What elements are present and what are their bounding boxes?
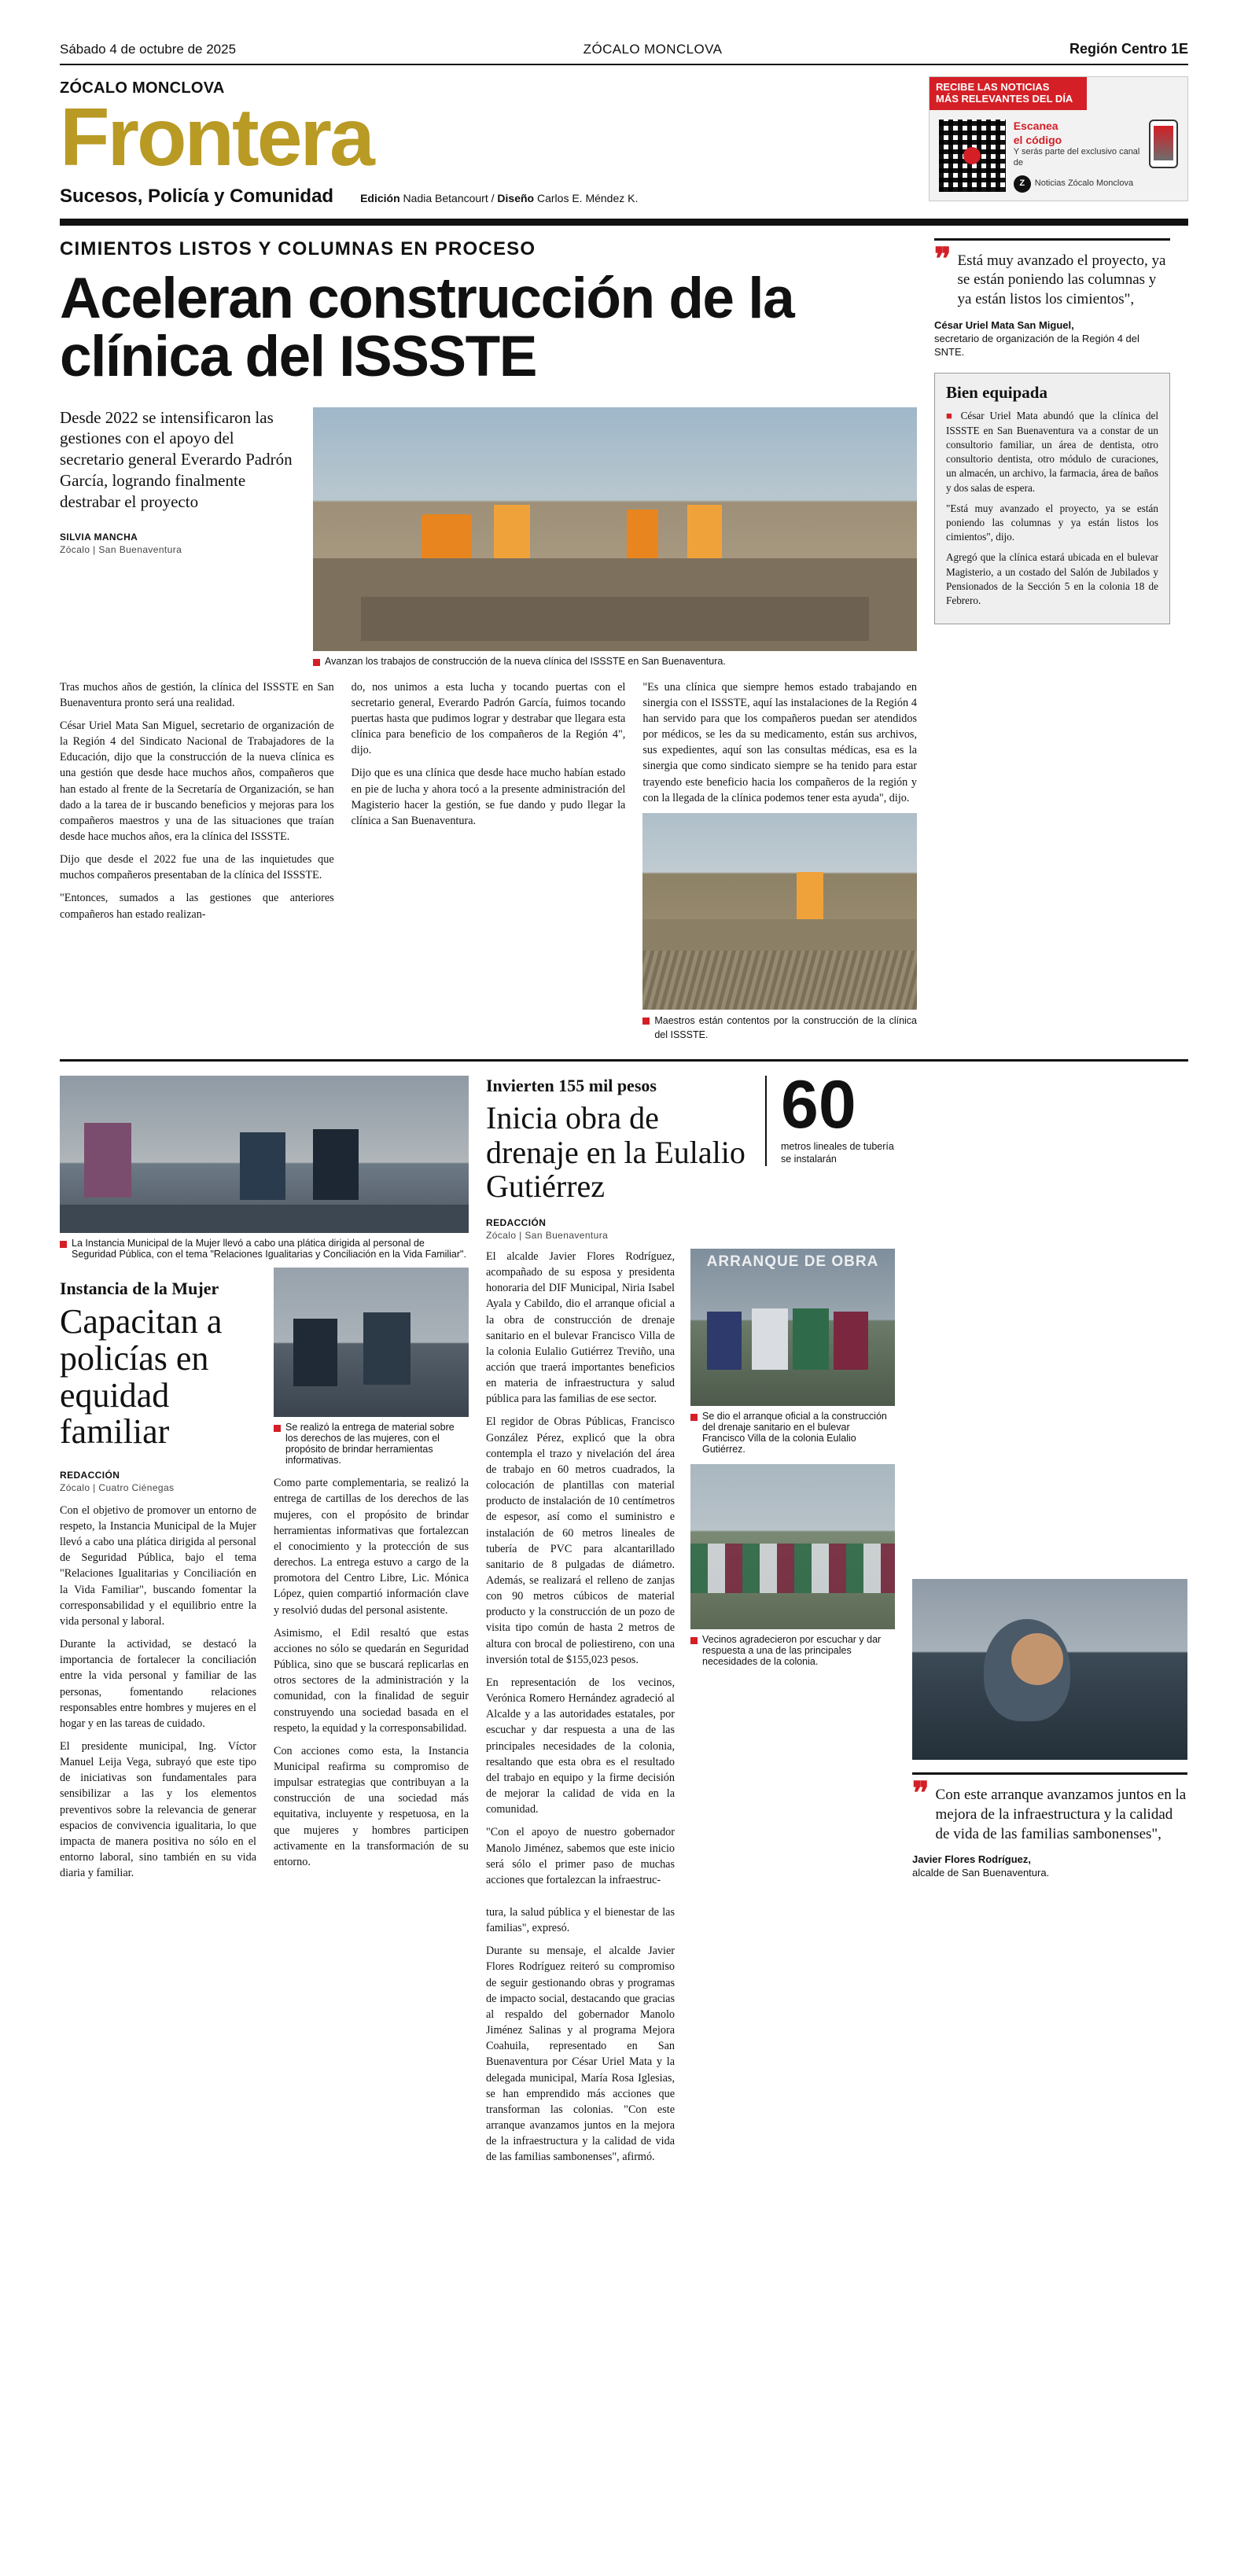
drenaje-photo-2-caption — [690, 1634, 895, 1667]
caption-text: La Instancia Municipal de la Mujer llevó a cabo una plática dirigida al personal de Seguridad Pública, con el tema "Relaciones Igualitarias y Conciliación en la Vida Familiar". — [72, 1238, 466, 1260]
lead-photo-1 — [313, 407, 917, 651]
quote-mark-icon: ❞ — [934, 241, 952, 277]
drenaje-byline — [486, 1217, 895, 1241]
mujer-photo-2-caption — [274, 1422, 469, 1466]
lead-photo-1-caption — [313, 656, 917, 667]
caption-text: Vecinos agradecieron por escuchar y dar respuesta a una de las principales necesidades de la colonia. — [702, 1633, 882, 1667]
story-drenaje — [486, 1067, 895, 2165]
lead-photo-2 — [642, 813, 917, 1010]
drenaje-photo-1-caption — [690, 1411, 895, 1455]
masthead-title: Frontera — [60, 92, 373, 183]
page-topbar — [60, 0, 1188, 57]
lower-section — [60, 1062, 1188, 2165]
lead-byline — [60, 532, 296, 555]
pull-quote-text: Está muy avanzado el proyecto, ya se están poniendo las columnas y ya están listos los cimientos", — [957, 252, 1166, 308]
drenaje-quote-text: Con este arranque avanzamos juntos en la mejora de la infraestructura y la calidad de vida de las familias sambonenses", — [935, 1787, 1187, 1842]
drenaje-headline: Inicia obra de drenaje en la Eulalio Gutiérrez — [486, 1100, 745, 1204]
mujer-byline — [60, 1470, 256, 1493]
pull-quote — [934, 238, 1170, 359]
phone-icon — [1149, 120, 1178, 168]
quote-mark-icon: ❞ — [912, 1776, 930, 1812]
credits-edit-name: Nadia Betancourt — [403, 191, 488, 204]
caption-marker-icon — [690, 1637, 698, 1644]
lead-summary: Desde 2022 se intensificaron las gestiones con el apoyo del secretario general Everardo Padrón García, logrando finalmente destrabar el proyecto — [60, 407, 293, 512]
page-footer-space — [60, 2165, 1188, 2196]
caption-text: Se dio el arranque oficial a la construcción del drenaje sanitario en el bulevar Francisco Villa de la colonia Eulalio Gutiérrez. — [702, 1410, 887, 1455]
promo-red-line2: MÁS RELEVANTES DEL DÍA — [936, 92, 1073, 105]
right-rail — [934, 238, 1170, 1043]
caption-marker-icon — [274, 1425, 281, 1432]
section-label: Región Centro 1E — [1069, 41, 1188, 57]
lead-body-col-3 — [642, 679, 917, 1043]
paragraph: César Uriel Mata San Miguel, secretario de organización de la Región 4 del Sindicato Nacional de Trabajadores de la Educación, dijo que la construcción de la nueva clínica es una gestión que desde hace muchos años, compañeros que han estado al frente de la Secretaría de Organización, se han dado a la tarea de ir buscando beneficios y mejoras para los compañeros maestros y una de las situaciones que traían desde hace muchos años, era la clínica del ISSSTE. — [60, 719, 334, 843]
mujer-photo-1 — [60, 1076, 469, 1233]
paragraph: Como parte complementaria, se realizó la entrega de cartillas de los derechos de las mujeres, con el propósito de brindar herramientas informativas que fortalezcan el conocimiento y la protección de sus derechos. La entrega estuvo a cargo de la promotora del Centro Libre, Lic. Mónica López, quien compartió información clave y resolvió dudas del personal asistente. — [274, 1477, 469, 1617]
mujer-photo-2 — [274, 1268, 469, 1417]
issue-date: Sábado 4 de octubre de 2025 — [60, 42, 237, 57]
drenaje-quote-attribution — [912, 1853, 1187, 1880]
lead-body-col-2 — [352, 679, 626, 1043]
pull-quote-attribution — [934, 319, 1170, 359]
drenaje-photo-2 — [690, 1464, 895, 1629]
quote-author: Javier Flores Rodríguez, — [912, 1853, 1031, 1866]
paragraph: Dijo que desde el 2022 fue una de las inquietudes que muchos compañeros presentaban de la clínica del ISSSTE. — [60, 853, 334, 882]
paragraph: Asimismo, el Edil resaltó que estas acciones no sólo se quedarán en Seguridad Pública, sino que se buscará replicarlas en otros sectores de la administración y la comunidad, con la finalidad de seguir construyendo una sociedad basada en el respeto, la equidad y la corresponsabilidad. — [274, 1626, 469, 1735]
brand-small: ZÓCALO MONCLOVA — [60, 79, 225, 97]
lead-byline-source: Zócalo | San Buenaventura — [60, 543, 182, 555]
sidebar-box-title: Bien equipada — [946, 383, 1047, 403]
credits-design-name: Carlos E. Méndez K. — [536, 191, 639, 204]
paragraph: do, nos unimos a esta lucha y tocando puertas con el secretario general, Everardo Padrón García, fuimos tocando puertas hasta que pudimos lograr y destrabar que llegara esta clínica para beneficio de los compañeros de la Región 4", dijo. — [351, 680, 626, 757]
caption-marker-icon — [313, 659, 320, 666]
caption-marker-icon — [690, 1414, 698, 1421]
paragraph: ■ César Uriel Mata abundó que la clínica del ISSSTE en San Buenaventura va a constar de un consultorio familiar, un área de dentista, otro consultorio dentista, otro módulo de curaciones, un almacén, un archivo, la farmacia, área de baños y dos salas de espera. — [946, 410, 1159, 494]
masthead-divider — [60, 219, 1188, 226]
paragraph: Agregó que la clínica estará ubicada en el bulevar Magisterio, a un costado del Salón de Jubilados y Pensionados de la Sección 5 en la colonia 18 de Febrero. — [946, 551, 1158, 607]
drenaje-kicker: Invierten 155 mil pesos — [486, 1076, 657, 1096]
drenaje-stat — [765, 1067, 895, 1165]
masthead — [60, 65, 1188, 208]
promo-red-banner — [930, 77, 1087, 110]
caption-marker-icon — [642, 1018, 650, 1025]
mujer-photo-1-caption — [60, 1238, 469, 1260]
caption-text: Se realizó la entrega de material sobre los derechos de las mujeres, con el propósito de brindar herramientas informativas. — [285, 1422, 455, 1466]
lead-photo-2-caption — [642, 1014, 917, 1043]
paragraph: Durante la actividad, se destacó la importancia de fortalecer la conciliación entre la vida personal y familiar de las personas, fomentando relaciones responsables entre hombres y mujeres en el hogar y en las tareas de cuidado. — [60, 1638, 256, 1730]
paragraph: "Entonces, sumados a las gestiones que anteriores compañeros han estado realizan- — [60, 892, 334, 921]
paragraph: "Con el apoyo de nuestro gobernador Manolo Jiménez, sabemos que este inicio será sólo el primer paso de muchas acciones que fortalezcan la infraestruc- — [486, 1826, 675, 1886]
masthead-credits: Edición Nadia Betancourt / Diseño Carlos E. Méndez K. — [360, 191, 639, 204]
promo-channel: Noticias Zócalo Monclova — [1034, 178, 1134, 188]
promo-red-line1: RECIBE LAS NOTICIAS — [936, 81, 1050, 93]
paragraph: Con el objetivo de promover un entorno de respeto, la Instancia Municipal de la Mujer llevó a cabo una plática dirigida al personal de Seguridad Pública, bajo el tema "Relaciones Igualitarias y Conciliación en la Vida Familiar", buscando fomentar la corresponsabilidad y el equilibrio entre la vida personal y laboral. — [60, 1503, 256, 1628]
promo-scan-title: Escanea — [1013, 120, 1058, 132]
drenaje-byline-author: REDACCIÓN — [486, 1216, 547, 1228]
paragraph: El regidor de Obras Públicas, Francisco González Pérez, explicó que la obra contempla el trazo y nivelación del área de trabajo en 60 metros cuadrados, la colocación de plantillas con material producto de instalación de 10 centímetros de espesor, así como el suministro e instalación de 60 metros lineales de tubería de PVC para alcantarillado sanitario de 8 pulgadas de diámetro. Además, se realizará el relleno de zanjas con 90 metros cúbicos de material producto y la construcción de un pozo de visita tipo común de hasta 2 metros de altura con brocal de poliestireno, con una inversión total de $155,023 pesos. — [486, 1415, 675, 1666]
paragraph: El alcalde Javier Flores Rodríguez, acompañado de su esposa y presidenta honoraria del DIF Municipal, Niria Isabel Ayala y Cabildo, dio el arranque oficial a la obra de construcción de drenaje sanitario en el bulevar Francisco Villa de la colonia Eulalio Gutiérrez Treviño, una acción que traerá importantes beneficios en materia de infraestructura y salud pública para las familias de ese sector. — [486, 1249, 675, 1406]
lead-byline-author: SILVIA MANCHA — [60, 531, 138, 543]
paragraph: "Está muy avanzado el proyecto, ya se están poniendo las columnas y ya están listos los cimientos", dijo. — [946, 502, 1158, 543]
quote-author: César Uriel Mata San Miguel, — [934, 318, 1074, 331]
story-mujer — [60, 1076, 469, 2165]
masthead-subtitle: Sucesos, Policía y Comunidad — [60, 185, 334, 207]
mujer-headline: Capacitan a policías en equidad familiar — [60, 1302, 223, 1452]
drenaje-pull-quote — [912, 1772, 1187, 1880]
quote-role: secretario de organización de la Región 4 del SNTE. — [934, 332, 1139, 358]
caption-marker-icon — [60, 1241, 67, 1248]
publication-name: ZÓCALO MONCLOVA — [583, 42, 723, 57]
paragraph: Durante su mensaje, el alcalde Javier Flores Rodríguez reiteró su compromiso de seguir gestionando obras y programas de impacto social, destacando que gracias al respaldo del gobernador Manolo Jiménez Salinas y al programa Mejora Coahuila, representado en San Buenaventura por César Uriel Mata y la delegada municipal, María Rosa Iglesias, se han emprendido más acciones que transforman las colonias. "Con este arranque avanzamos juntos en la mejora de la infraestructura y la calidad de vida de las familias sambonenses", afirmó. — [486, 1945, 675, 2164]
drenaje-stat-label: metros lineales de tubería se instalarán — [781, 1141, 894, 1165]
paragraph: tura, la salud pública y el bienestar de las familias", expresó. — [486, 1905, 675, 1935]
drenaje-byline-source: Zócalo | San Buenaventura — [486, 1229, 609, 1241]
lead-headline: Aceleran construcción de la clínica del ISSSTE — [60, 266, 794, 389]
caption-text: Avanzan los trabajos de construcción de la nueva clínica del ISSSTE en San Buenaventura. — [325, 655, 726, 667]
drenaje-rail — [912, 1076, 1187, 2165]
qr-code-icon[interactable] — [939, 120, 1006, 192]
mujer-byline-author: REDACCIÓN — [60, 1469, 120, 1481]
zocalo-logo-icon: Z — [1014, 175, 1031, 193]
sidebar-box-bien-equipada — [934, 373, 1170, 624]
paragraph: El presidente municipal, Ing. Víctor Manuel Leija Vega, subrayó que este tipo de iniciativas son fundamentales para sensibilizar a las y los elementos preventivos sobre la relevancia de generar espacios de convivencia igualitaria, lo que impacta de manera positiva no sólo en el entorno laboral, sino también en su vida diaria y familiar. — [60, 1740, 256, 1880]
caption-text: Maestros están contentos por la construcción de la clínica del ISSSTE. — [654, 1014, 918, 1040]
paragraph: Con acciones como esta, la Instancia Municipal reafirma su compromiso de impulsar estrategias que contribuyan a la construcción de una sociedad más equitativa, incluyente y respetuosa, en la que mujeres y hombres participen activamente en la transformación de su entorno. — [274, 1744, 469, 1868]
quote-role: alcalde de San Buenaventura. — [912, 1867, 1050, 1879]
credits-design-label: Diseño — [497, 191, 535, 204]
mujer-byline-source: Zócalo | Cuatro Ciénegas — [60, 1481, 175, 1493]
drenaje-photo-1 — [690, 1249, 895, 1406]
lead-body-col-1 — [60, 679, 334, 1043]
bullet-icon: ■ — [946, 410, 955, 422]
lead-section — [60, 226, 1188, 1043]
qr-promo-box[interactable] — [929, 76, 1188, 201]
paragraph: "Es una clínica que siempre hemos estado trabajando en sinergia con el ISSSTE, aquí las instalaciones de la Región 4 han servido para que los compañeros puedan ser atendidos por médicos, se les da su medicamento, están sus archivos, sus expedientes, aquí son las consultas médicas, esa es la sinergia que como sindicato siempre se ha tenido para estar trayendo este beneficio hacia los compañeros de la región y con la llegada de la clínica podemos tener esta ayuda", dijo. — [642, 680, 918, 804]
paragraph: Tras muchos años de gestión, la clínica del ISSSTE en San Buenaventura pronto será una realidad. — [60, 680, 334, 709]
drenaje-stat-number: 60 — [781, 1067, 856, 1143]
paragraph: En representación de los vecinos, Verónica Romero Hernández agradeció al Alcalde y a las autoridades estatales, por escuchar y dar respuesta a una de las principales necesidades de la colonia, resaltando que esta obra es el resultado del trabajo en equipo y la firme decisión de mejorar la calidad de vida en la comunidad. — [486, 1676, 675, 1816]
paragraph: Dijo que es una clínica que desde hace mucho habían estado en pie de lucha y ahora tocó a la presente administración del Magisterio hacer la gestión, se fue dando y pudo llegar la clínica a San Buenaventura. — [351, 767, 626, 827]
lead-kicker: CIMIENTOS LISTOS Y COLUMNAS EN PROCESO — [60, 237, 536, 259]
alcalde-photo — [912, 1579, 1187, 1760]
promo-scan-sub: el código — [1013, 133, 1062, 146]
drenaje-photo-overlay: ARRANQUE DE OBRA — [706, 1253, 879, 1270]
mujer-kicker: Instancia de la Mujer — [60, 1279, 219, 1299]
credits-edit-label: Edición — [360, 191, 400, 204]
promo-scan-note: Y serás parte del exclusivo canal de — [1013, 147, 1140, 167]
